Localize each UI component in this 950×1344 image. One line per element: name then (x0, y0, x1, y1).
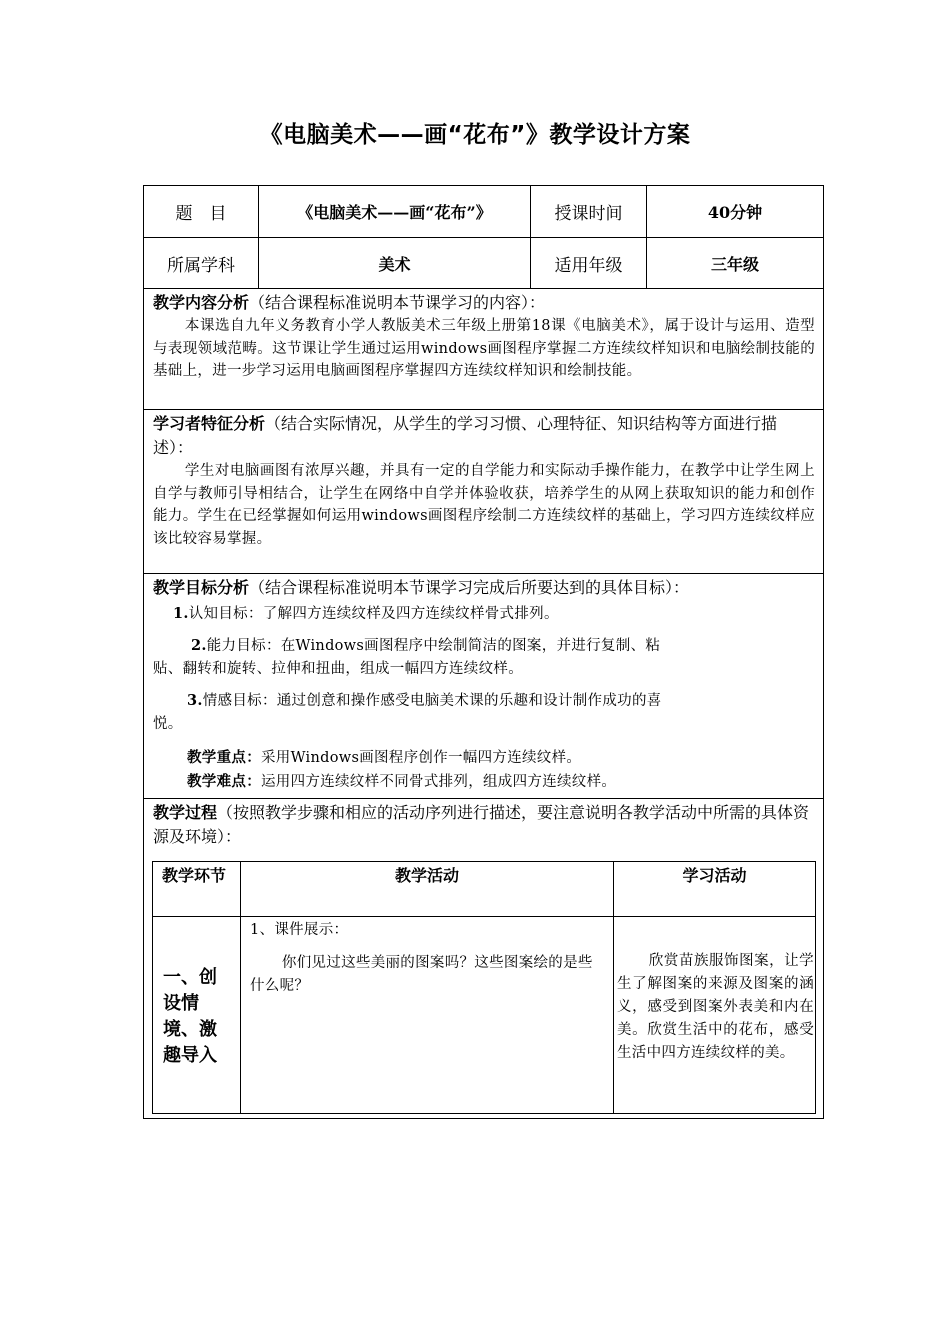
learner-analysis-heading: 学习者特征分析（结合实际情况，从学生的学习习惯、心理特征、知识结构等方面进行描述）： (153, 414, 778, 457)
process-heading: 教学过程（按照教学步骤和相应的活动序列进行描述，要注意说明各教学活动中所需的具体资源及环境）： (153, 803, 810, 846)
grade-value: 三年级 (647, 238, 824, 289)
lesson-plan-table (143, 185, 824, 1119)
teaching-activity-question: 你们见过这些美丽的图案吗？这些图案绘的是些什么呢？ (250, 955, 593, 994)
teaching-activity-step: 1、课件展示： (250, 922, 349, 938)
learning-activity (614, 917, 816, 1114)
objectives-section (144, 574, 824, 799)
subject-value: 美术 (259, 238, 531, 289)
col-stage-header: 教学环节 (153, 862, 241, 917)
col-learning-header: 学习活动 (614, 862, 816, 917)
goal-ability-line2: 贴、翻转和旋转、拉伸和扭曲，组成一幅四方连续纹样。 (153, 661, 523, 677)
topic-label: 题 目 (144, 186, 259, 238)
learning-activity-text: 欣赏苗族服饰图案，让学生了解图案的来源及图案的涵义，感受到图案外表美和内在美。欣赏生活中的花布，感受生活中四方连续纹样的美。 (617, 953, 814, 1061)
process-table (152, 861, 816, 1114)
content-analysis-body: 本课选自九年义务教育小学人教版美术三年级上册第18课《电脑美术》，属于设计与运用、造型与表现领域范畴。这节课让学生通过运用windows画图程序掌握二方连续纹样知识和电脑绘制技能的基础上，进一步学习运用电脑画图程序掌握四方连续纹样知识和绘制技能。 (153, 318, 815, 379)
time-label: 授课时间 (531, 186, 647, 238)
document-title: 《电脑美术——画“花布”》教学设计方案 (259, 122, 691, 148)
teaching-activity (241, 917, 614, 1114)
process-section (144, 799, 824, 1119)
header-row-subject (144, 238, 824, 289)
objectives-heading: 教学目标分析（结合课程标准说明本节课学习完成后所要达到的具体目标）： (153, 578, 690, 597)
learner-analysis-body: 学生对电脑画图有浓厚兴趣，并具有一定的自学能力和实际动手操作能力，在教学中让学生网上自学与教师引导相结合，让学生在网络中自学并体验收获，培养学生的从网上获取知识的能力和创作能力。学生在已经掌握如何运用windows画图程序绘制二方连续纹样的基础上，学习四方连续纹样应该比较容易掌握。 (153, 463, 815, 547)
teaching-key-point: 教学重点：采用Windows画图程序创作一幅四方连续纹样。 (187, 749, 582, 766)
subject-label: 所属学科 (144, 238, 259, 289)
process-row (153, 917, 816, 1114)
goal-ability-line1: 2.能力目标：在Windows画图程序中绘制简洁的图案，并进行复制、粘 (191, 637, 661, 654)
teaching-difficulty: 教学难点：运用四方连续纹样不同骨式排列，组成四方连续纹样。 (187, 773, 617, 790)
topic-value: 《电脑美术——画“花布”》 (259, 186, 531, 238)
learner-analysis-section (144, 410, 824, 574)
content-analysis-section (144, 289, 824, 410)
stage-name: 一、创设情境、激趣导入 (153, 917, 241, 1114)
time-value: 40分钟 (647, 186, 824, 238)
grade-label: 适用年级 (531, 238, 647, 289)
goal-affective-line2: 悦。 (153, 716, 183, 732)
content-analysis-heading: 教学内容分析（结合课程标准说明本节课学习的内容）： (153, 293, 546, 312)
goal-cognitive: 1.认知目标：了解四方连续纹样及四方连续纹样骨式排列。 (173, 605, 559, 622)
goal-affective-line1: 3.情感目标：通过创意和操作感受电脑美术课的乐趣和设计制作成功的喜 (187, 692, 662, 709)
process-header-row (153, 862, 816, 917)
col-teaching-header: 教学活动 (241, 862, 614, 917)
header-row-topic (144, 186, 824, 238)
